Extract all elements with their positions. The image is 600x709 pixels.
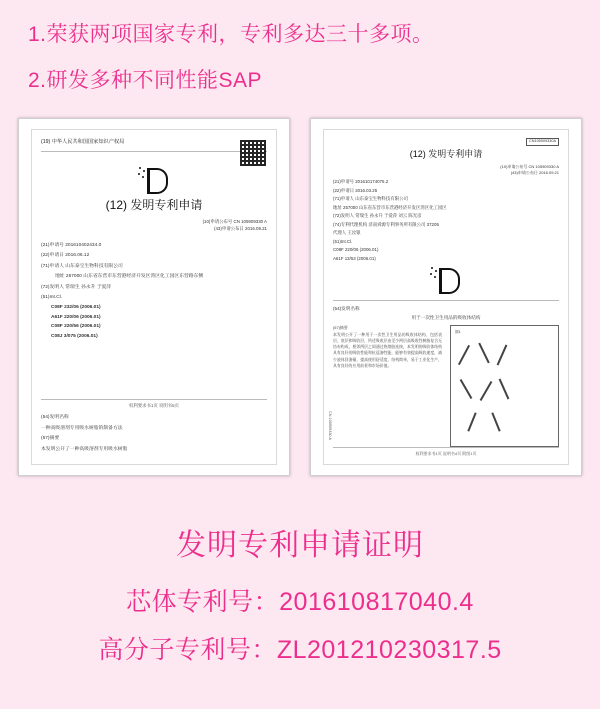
figure-label: 图1 <box>455 330 461 335</box>
right-doc-section-title: 用于一次性卫生用品的吸收体结构 <box>411 315 481 321</box>
right-doc-footer-note: 权利要求书1页 说明书4页 附图1页 <box>333 447 559 457</box>
bottom-line-polymer-patent: 高分子专利号：ZL201210230317.5 <box>98 636 502 664</box>
right-doc-side-note: CN 105909330 A <box>327 411 332 440</box>
left-doc-abstract-text: 本发明公开了一种高吸溶剂专用吸水树脂 <box>41 446 128 452</box>
bottom-title: 发明专利申请证明 <box>176 529 424 562</box>
left-doc-claim-title: 一种高吸溶剂专用吸水树脂的制备方法 <box>41 425 123 431</box>
right-doc-stamp-row <box>333 138 559 146</box>
right-doc-fields <box>333 178 559 262</box>
right-doc-field-7: (51)Int.Cl. <box>333 238 353 244</box>
bottom-line-core-patent: 芯体专利号：201610817040.4 <box>126 588 474 616</box>
left-doc-ipc-1: A61F 220/06 (2006.01) <box>51 314 101 320</box>
left-doc-office-line: (19) 中华人民共和国国家知识产权局 <box>41 138 267 152</box>
left-doc-ipc-0: C08F 232/06 (2006.01) <box>51 305 101 311</box>
right-doc-stamp: CN105909330A <box>526 138 559 146</box>
right-doc-body <box>323 129 569 465</box>
left-doc-code-line-1: (10)申请公布号 CN 105909330 A <box>202 218 267 224</box>
qr-code-icon <box>240 140 266 166</box>
right-doc-title: (12) 发明专利申请 <box>409 148 483 159</box>
right-doc-section-label: (54)发明名称 <box>333 306 360 312</box>
right-doc-content <box>333 325 559 447</box>
right-doc-figure-wrap <box>450 325 559 447</box>
left-doc-code-line-2: (43)申请公布日 2016.09.21 <box>214 225 267 231</box>
right-doc-field-6: 代理人 王汝银 <box>333 230 361 236</box>
patent-figure <box>450 325 559 447</box>
bottom-caption-block <box>0 520 600 678</box>
left-doc-abstract-label: (57)摘要 <box>41 436 60 442</box>
right-doc-field-3: 地址 257000 山东省东营市东营港经济开发区湾区化工园区 <box>333 204 447 210</box>
headline-line-1: 1.荣获两项国家专利，专利多达三十多项。 <box>28 23 434 46</box>
right-doc-field-8: C08F 220/06 (2006.01) <box>333 247 379 253</box>
right-doc-logo <box>333 266 559 294</box>
left-doc-field-app-no: (21)申请号 201610402434.0 <box>41 242 102 248</box>
right-doc-divider <box>333 300 559 301</box>
left-doc-ipc-label: (51)Int.Cl. <box>41 294 63 300</box>
patent-office-logo <box>41 166 267 194</box>
right-doc-abstract-label: (57)摘要 <box>333 325 348 331</box>
left-doc-claim-label: (54)发明名称 <box>41 415 69 421</box>
right-doc-field-2: (71)申请人 山东泰宝生物科技有限公司 <box>333 196 408 202</box>
right-doc-abstract-block <box>333 325 442 447</box>
patent-documents-row <box>18 118 582 478</box>
left-doc-field-inventor: (72)发明人 常瑞生 孙永升 于爱萍 <box>41 284 112 290</box>
patent-document-right <box>310 118 582 476</box>
right-doc-code-line-2: (43)申请公布日 2016.09.21 <box>510 170 559 176</box>
right-doc-field-0: (21)申请号 201610174075.2 <box>333 179 389 185</box>
right-doc-field-5: (74)专利代理机构 济南舜源专利事务所有限公司 37205 <box>333 221 439 227</box>
left-doc-ipc-3: C08J 3/075 (2006.01) <box>51 333 98 339</box>
right-doc-code-line-1: (10)申请公布号 CN 105909330 A <box>500 163 559 169</box>
left-doc-field-applicant: (71)申请人 山东泰宝生物科技有限公司 <box>41 263 123 269</box>
left-doc-ipc-2: C08F 220/56 (2006.01) <box>51 324 101 330</box>
right-doc-field-4: (72)发明人 常瑞生 孙永升 于爱萍 刘云 陈光彦 <box>333 213 422 219</box>
headline-line-2: 2.研发多种不同性能SAP <box>28 69 263 92</box>
left-doc-footer-note: 权利要求书1页 说明书5页 <box>41 399 267 410</box>
logo-mark-icon <box>429 266 463 292</box>
patent-document-left <box>18 118 290 476</box>
right-doc-codes <box>333 164 559 177</box>
left-doc-body <box>31 129 277 465</box>
left-doc-field-address: 地址 257000 山东省东营市东营港经济开发区湾区化工园区东营路东侧 <box>55 274 204 280</box>
left-doc-codes <box>41 218 267 232</box>
left-doc-title: (12) 发明专利申请 <box>105 198 203 213</box>
right-doc-abstract-text: 本发明公开了一种用于一次性卫生用品的吸收体结构，包括表层、底层和吸收层，所述吸收层由至少两层高吸收性树脂复合无纺布构成，相邻两层之间通过热熔胶连接，本发明的吸收体结构具有良好的吸收性能和抗返渗性能，能够有效提高吸收速度，减少液体回渗量，提高使用舒适度，结构简单，易于工业化生产，具有良好的应用前景和市场价值。 <box>333 331 442 368</box>
right-doc-field-1: (22)申请日 2016.03.25 <box>333 187 378 193</box>
logo-mark-icon <box>137 166 171 192</box>
right-doc-field-9: A61F 13/53 (2006.01) <box>333 256 376 262</box>
left-doc-field-app-date: (22)申请日 2016.06.12 <box>41 253 90 259</box>
left-doc-bottom <box>41 399 267 456</box>
